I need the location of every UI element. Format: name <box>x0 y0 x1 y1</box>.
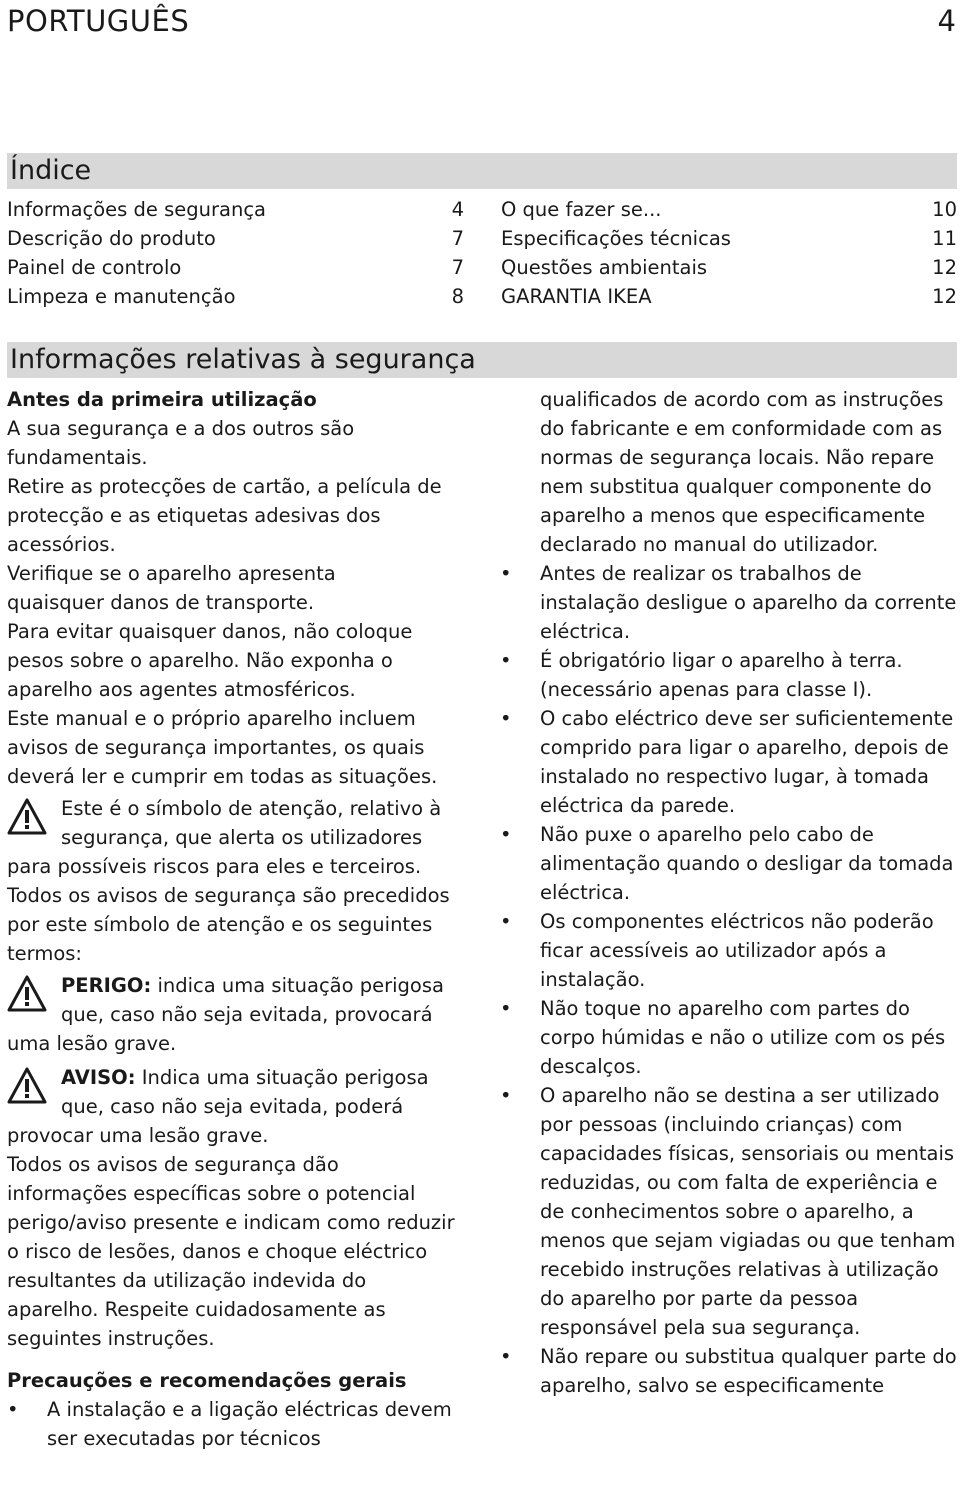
toc-title-band <box>7 153 957 189</box>
list-item-text: É obrigatório ligar o aparelho à terra. (necessário apenas para classe I). <box>540 649 903 701</box>
toc-entry-label: GARANTIA IKEA <box>501 285 652 308</box>
right-column <box>500 385 958 1400</box>
toc-entry-label: Descrição do produto <box>7 227 216 250</box>
language-heading: PORTUGUÊS <box>7 4 190 38</box>
paragraph: Todos os avisos de segurança dão informações específicas sobre o potencial perigo/aviso presente e indicam como reduzir o risco de lesões, danos e choque eléctrico resultantes da utilização indevida do aparelho. Respeite cuidadosamente as seguintes instruções. <box>7 1153 455 1350</box>
list-item <box>500 559 958 646</box>
toc-entry-page: 7 <box>451 256 464 279</box>
danger-line-2: que, caso não seja evitada, provocará <box>61 1003 433 1026</box>
toc-entry[interactable] <box>7 253 464 282</box>
bullet-marker: • <box>7 1398 19 1421</box>
paragraph: Todos os avisos de segurança são precedidos por este símbolo de atenção e os seguintes termos: <box>7 884 450 965</box>
paragraph: Retire as protecções de cartão, a película de protecção e as etiquetas adesivas dos acessórios. <box>7 475 442 556</box>
danger-line-3: uma lesão grave. <box>7 1032 177 1055</box>
danger-term: PERIGO: <box>61 974 152 997</box>
list-item-text: Não repare ou substitua qualquer parte do aparelho, salvo se especificamente <box>540 1345 957 1397</box>
attention-line-1: Este é o símbolo de atenção, relativo à <box>61 797 442 820</box>
list-item-text: Não puxe o aparelho pelo cabo de alimentação quando o desligar da tomada eléctrica. <box>540 823 954 904</box>
attention-line-2: segurança, que alerta os utilizadores <box>61 826 423 849</box>
attention-line-3: para possíveis riscos para eles e terceiros. <box>7 855 422 878</box>
toc-entry-page: 12 <box>932 285 957 308</box>
toc-entry[interactable] <box>501 253 957 282</box>
warning-line-2: que, caso não seja evitada, poderá <box>61 1095 404 1118</box>
list-item-text: Não toque no aparelho com partes do corpo húmidas e não o utilize com os pés descalços. <box>540 997 946 1078</box>
warning-term: AVISO: <box>61 1066 136 1089</box>
warning-line-3: provocar uma lesão grave. <box>7 1124 269 1147</box>
bullet-marker: • <box>500 910 512 933</box>
list-item <box>500 646 958 704</box>
bullet-marker: • <box>500 707 512 730</box>
list-item-text: A instalação e a ligação eléctricas devem ser executadas por técnicos <box>47 1398 452 1450</box>
toc-entry-page: 8 <box>451 285 464 308</box>
toc-entry[interactable] <box>7 282 464 311</box>
list-item <box>500 907 958 994</box>
danger-line-1: indica uma situação perigosa <box>151 974 444 997</box>
general-precautions-title: Precauções e recomendações gerais <box>7 1369 407 1392</box>
left-column <box>7 385 482 1453</box>
warning-notice <box>7 1063 482 1150</box>
toc-entry-page: 7 <box>451 227 464 250</box>
toc-entry-label: Questões ambientais <box>501 256 708 279</box>
toc-entry[interactable] <box>501 282 957 311</box>
toc-entry-page: 4 <box>451 198 464 221</box>
toc-entry-label: Painel de controlo <box>7 256 182 279</box>
toc-entry[interactable] <box>7 195 464 224</box>
toc-entry-page: 11 <box>932 227 957 250</box>
toc-entry-label: Especificações técnicas <box>501 227 731 250</box>
list-item <box>500 704 958 820</box>
list-item <box>500 994 958 1081</box>
list-item <box>500 1342 958 1400</box>
page-number: 4 <box>937 4 956 38</box>
paragraph: Este manual e o próprio aparelho incluem avisos de segurança importantes, os quais deverá ler e cumprir em todas as situações. <box>7 707 438 788</box>
toc-entry-label: Limpeza e manutenção <box>7 285 236 308</box>
paragraph: Verifique se o aparelho apresenta quaisquer danos de transporte. <box>7 562 336 614</box>
danger-notice <box>7 971 482 1058</box>
list-item <box>500 820 958 907</box>
list-item-text: O aparelho não se destina a ser utilizado por pessoas (incluindo crianças) com capacidades físicas, sensoriais ou mentais reduzidas, ou com falta de experiência e de conhecimentos sobre o aparelho, a menos que sejam vigiadas ou que tenham recebido instruções relativas à utilização do aparelho por parte da pessoa responsável pela sua segurança. <box>540 1084 956 1339</box>
bullet-marker: • <box>500 1345 512 1368</box>
bullet-marker: • <box>500 997 512 1020</box>
safety-title-band <box>7 342 957 378</box>
bullet-marker: • <box>500 1084 512 1107</box>
toc-left-column <box>7 195 464 311</box>
subsection-title: Antes da primeira utilização <box>7 388 317 411</box>
toc-entry-page: 12 <box>932 256 957 279</box>
list-item-text: O cabo eléctrico deve ser suficientemente comprido para ligar o aparelho, depois de instalado no respectivo lugar, à tomada eléctrica da parede. <box>540 707 954 817</box>
warning-triangle-icon <box>7 798 47 836</box>
continuation-paragraph: qualificados de acordo com as instruções do fabricante e em conformidade com as normas de segurança locais. Não repare nem substitua qualquer componente do aparelho a menos que especificamente declarado no manual do utilizador. <box>540 388 944 556</box>
warning-triangle-icon <box>7 975 47 1013</box>
attention-notice <box>7 794 482 881</box>
list-item-text: Antes de realizar os trabalhos de instalação desligue o aparelho da corrente eléctrica. <box>540 562 957 643</box>
toc-right-column <box>501 195 957 311</box>
bullet-marker: • <box>500 823 512 846</box>
toc-entry[interactable] <box>7 224 464 253</box>
toc-entry-label: Informações de segurança <box>7 198 266 221</box>
bullet-marker: • <box>500 649 512 672</box>
toc-entry[interactable] <box>501 195 957 224</box>
list-item <box>7 1395 467 1453</box>
toc-entry-page: 10 <box>932 198 957 221</box>
paragraph: A sua segurança e a dos outros são fundamentais. <box>7 417 355 469</box>
warning-line-1: Indica uma situação perigosa <box>135 1066 429 1089</box>
list-item <box>500 1081 958 1342</box>
bullet-marker: • <box>500 562 512 585</box>
toc-entry-label: O que fazer se... <box>501 198 662 221</box>
toc-entry[interactable] <box>501 224 957 253</box>
paragraph: Para evitar quaisquer danos, não coloque pesos sobre o aparelho. Não exponha o aparelho aos agentes atmosféricos. <box>7 620 413 701</box>
warning-triangle-icon <box>7 1067 47 1105</box>
safety-title: Informações relativas à segurança <box>10 344 476 375</box>
list-item-text: Os componentes eléctricos não poderão ficar acessíveis ao utilizador após a instalação. <box>540 910 934 991</box>
toc-title: Índice <box>10 155 92 186</box>
